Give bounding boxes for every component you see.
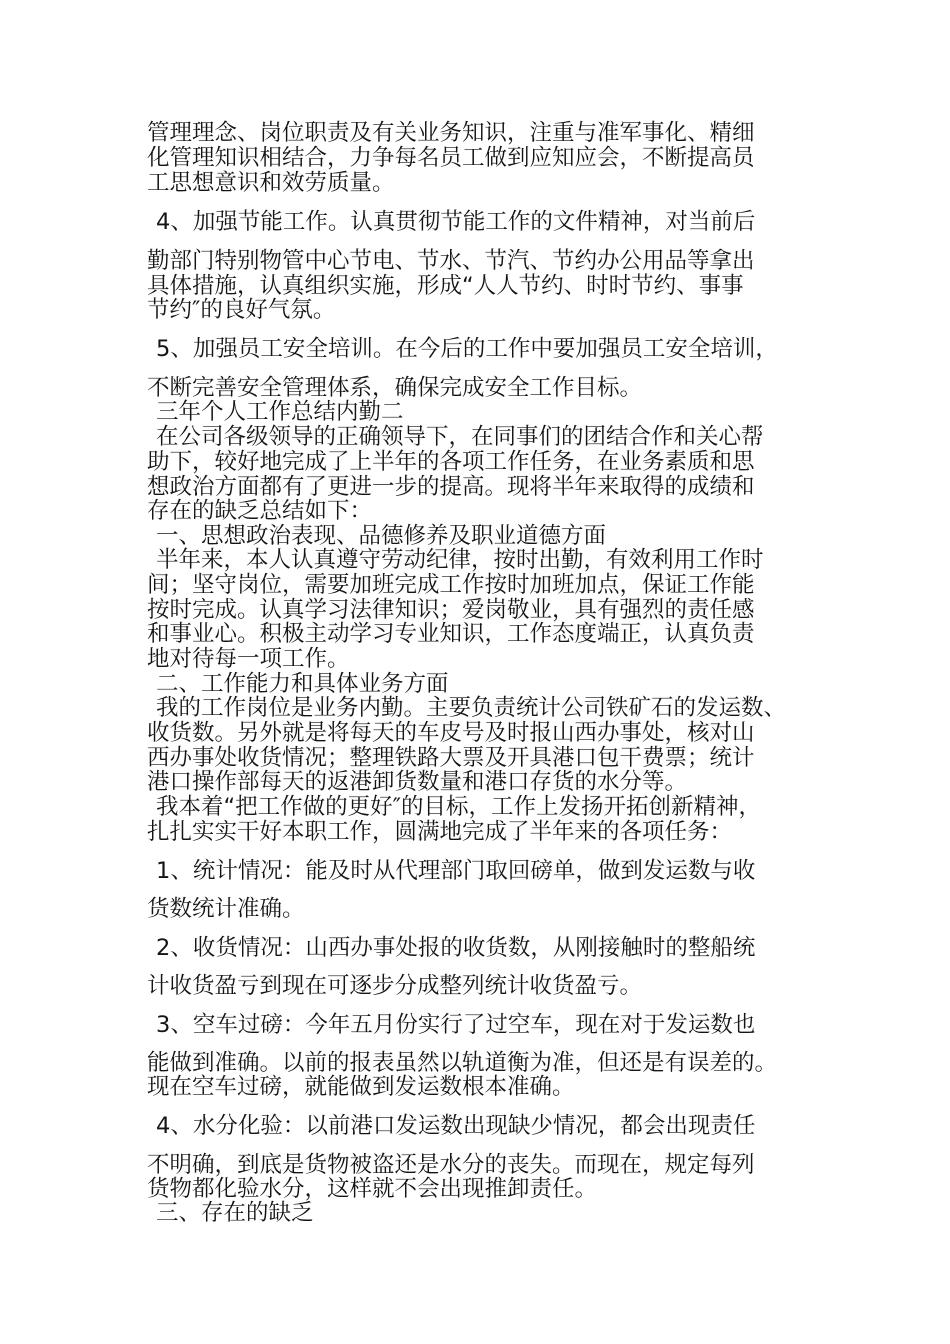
- text-line: 我本着“把工作做的更好″的目标，工作上发扬开拓创新精神，: [156, 794, 762, 820]
- text-line: 4、水分化验：以前港口发运数出现缺少情况，都会出现责任: [156, 1113, 756, 1139]
- text-line: 货物都化验水分，这样就不会出现推卸责任。: [147, 1176, 598, 1202]
- text-line: 港口操作部每天的返港卸货数量和港口存货的水分等。: [147, 769, 688, 795]
- section-heading: 二、工作能力和具体业务方面: [156, 671, 449, 697]
- text-line: 2、收货情况：山西办事处报的收货数，从刚接触时的整船统: [156, 935, 756, 961]
- text-line: 现在空车过磅，就能做到发运数根本准确。: [147, 1074, 575, 1100]
- text-line: 不明确，到底是货物被盗还是水分的丧失。而现在，规定每列: [147, 1152, 755, 1178]
- text-line: 半年来，本人认真遵守劳动纪律，按时出勤，有效利用工作时: [156, 547, 764, 573]
- text-line: 想政治方面都有了更进一步的提高。现将半年来取得的成绩和: [147, 474, 755, 500]
- text-line: 管理理念、岗位职责及有关业务知识，注重与准军事化、精细: [147, 120, 755, 146]
- section-heading: 三年个人工作总结内勤二: [156, 399, 404, 425]
- text-line: 节约″的良好气氛。: [147, 297, 336, 323]
- text-line: 货数统计准确。: [147, 896, 305, 922]
- text-line: 勤部门特别物管中心节电、节水、节汽、节约办公用品等拿出: [147, 248, 755, 274]
- text-line: 1、统计情况：能及时从代理部门取回磅单，做到发运数与收: [156, 858, 756, 884]
- text-line: 扎扎实实干好本职工作，圆满地完成了半年来的各项任务：: [147, 819, 733, 845]
- text-line: 4、加强节能工作。认真贯彻节能工作的文件精神，对当前后: [156, 209, 756, 235]
- text-line: 3、空车过磅：今年五月份实行了过空车，现在对于发运数也: [156, 1012, 756, 1038]
- text-line: 工思想意识和效劳质量。: [147, 170, 395, 196]
- section-heading: 一、思想政治表现、品德修养及职业道德方面: [156, 523, 607, 549]
- text-line: 地对待每一项工作。: [147, 646, 350, 672]
- text-line: 存在的缺乏总结如下：: [147, 498, 373, 524]
- text-line: 具体措施，认真组织实施，形成“人人节约、时时节约、事事: [147, 273, 744, 299]
- section-heading: 三、存在的缺乏: [156, 1200, 314, 1226]
- text-line: 我的工作岗位是业务内勤。主要负责统计公司铁矿石的发运数、: [156, 695, 787, 721]
- text-line: 不断完善安全管理体系，确保完成安全工作目标。: [147, 375, 643, 401]
- text-line: 化管理知识相结合，力争每名员工做到应知应会，不断提高员: [147, 145, 755, 171]
- text-line: 能做到准确。以前的报表虽然以轨道衡为准，但还是有误差的。: [147, 1050, 778, 1076]
- text-line: 按时完成。认真学习法律知识；爱岗敬业，具有强烈的责任感: [147, 597, 755, 623]
- text-line: 收货数。另外就是将每天的车皮号及时报山西办事处，核对山: [147, 720, 755, 746]
- text-line: 助下，较好地完成了上半年的各项工作任务，在业务素质和思: [147, 449, 755, 475]
- text-line: 5、加强员工安全培训。在今后的工作中要加强员工安全培训，: [156, 336, 778, 362]
- text-line: 计收货盈亏到现在可逐步分成整列统计收货盈亏。: [147, 973, 643, 999]
- text-line: 间；坚守岗位，需要加班完成工作按时加班加点，保证工作能: [147, 572, 755, 598]
- text-line: 和事业心。积极主动学习专业知识，工作态度端正，认真负责: [147, 621, 755, 647]
- text-line: 西办事处收货情况；整理铁路大票及开具港口包干费票；统计: [147, 745, 755, 771]
- text-line: 在公司各级领导的正确领导下，在同事们的团结合作和关心帮: [156, 424, 764, 450]
